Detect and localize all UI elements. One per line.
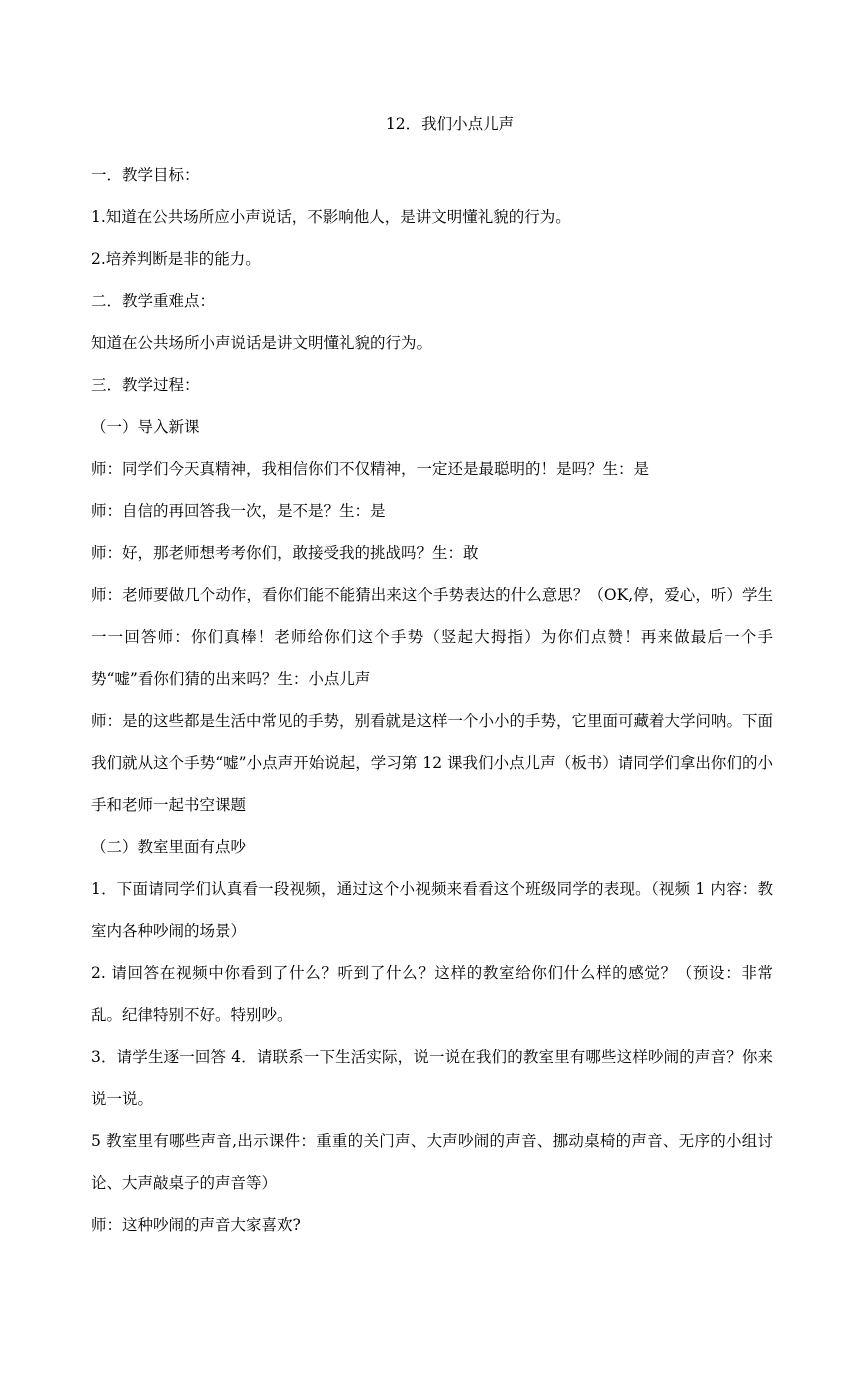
document-page	[91, 112, 773, 1246]
section-heading-objectives: 一．教学目标：	[91, 166, 200, 184]
paragraph: 师：自信的再回答我一次，是不是？生：是	[91, 502, 386, 520]
subsection-heading-intro: （一）导入新课	[91, 418, 200, 436]
paragraph: 知道在公共场所小声说话是讲文明懂礼貌的行为。	[91, 334, 433, 352]
paragraph: 师：老师要做几个动作，看你们能不能猜出来这个手势表达的什么意思？（OK,停，爱心，听）学生一一回答师：你们真棒！老师给你们这个手势（竖起大拇指）为你们点赞！再来做最后一个手势“嘘”看你们猜的出来吗？生：小点儿声	[91, 586, 773, 688]
subsection-heading-classroom: （二）教室里面有点吵	[91, 838, 247, 856]
paragraph: 3．请学生逐一回答 4．请联系一下生活实际，说一说在我们的教室里有哪些这样吵闹的声音？你来说一说。	[91, 1048, 773, 1108]
document-title: 12．我们小点儿声	[385, 115, 515, 133]
paragraph: 1．下面请同学们认真看一段视频，通过这个小视频来看看这个班级同学的表现。（视频 1 内容：教室内各种吵闹的场景）	[91, 880, 773, 940]
paragraph: 1.知道在公共场所应小声说话，不影响他人，是讲文明懂礼貌的行为。	[91, 208, 571, 226]
section-heading-key-points: 二．教学重难点：	[91, 292, 216, 310]
paragraph: 师：同学们今天真精神，我相信你们不仅精神，一定还是最聪明的！是吗？生：是	[91, 460, 650, 478]
paragraph: 师：这种吵闹的声音大家喜欢?	[91, 1216, 301, 1234]
paragraph: 师：是的这些都是生活中常见的手势，别看就是这样一个小小的手势，它里面可藏着大学问呐。下面我们就从这个手势“嘘”小点声开始说起，学习第 12 课我们小点儿声（板书）请同学们拿出你们的小手和老师一起书空课题	[91, 712, 774, 814]
section-heading-process: 三．教学过程：	[91, 376, 200, 394]
paragraph: 2. 请回答在视频中你看到了什么？听到了什么？这样的教室给你们什么样的感觉？（预设：非常乱。纪律特别不好。特别吵。	[91, 964, 773, 1024]
paragraph: 2.培养判断是非的能力。	[91, 250, 261, 268]
paragraph: 5 教室里有哪些声音,出示课件：重重的关门声、大声吵闹的声音、挪动桌椅的声音、无序的小组讨论、大声敲桌子的声音等）	[91, 1132, 773, 1192]
paragraph: 师：好，那老师想考考你们，敢接受我的挑战吗？生：敢	[91, 544, 479, 562]
